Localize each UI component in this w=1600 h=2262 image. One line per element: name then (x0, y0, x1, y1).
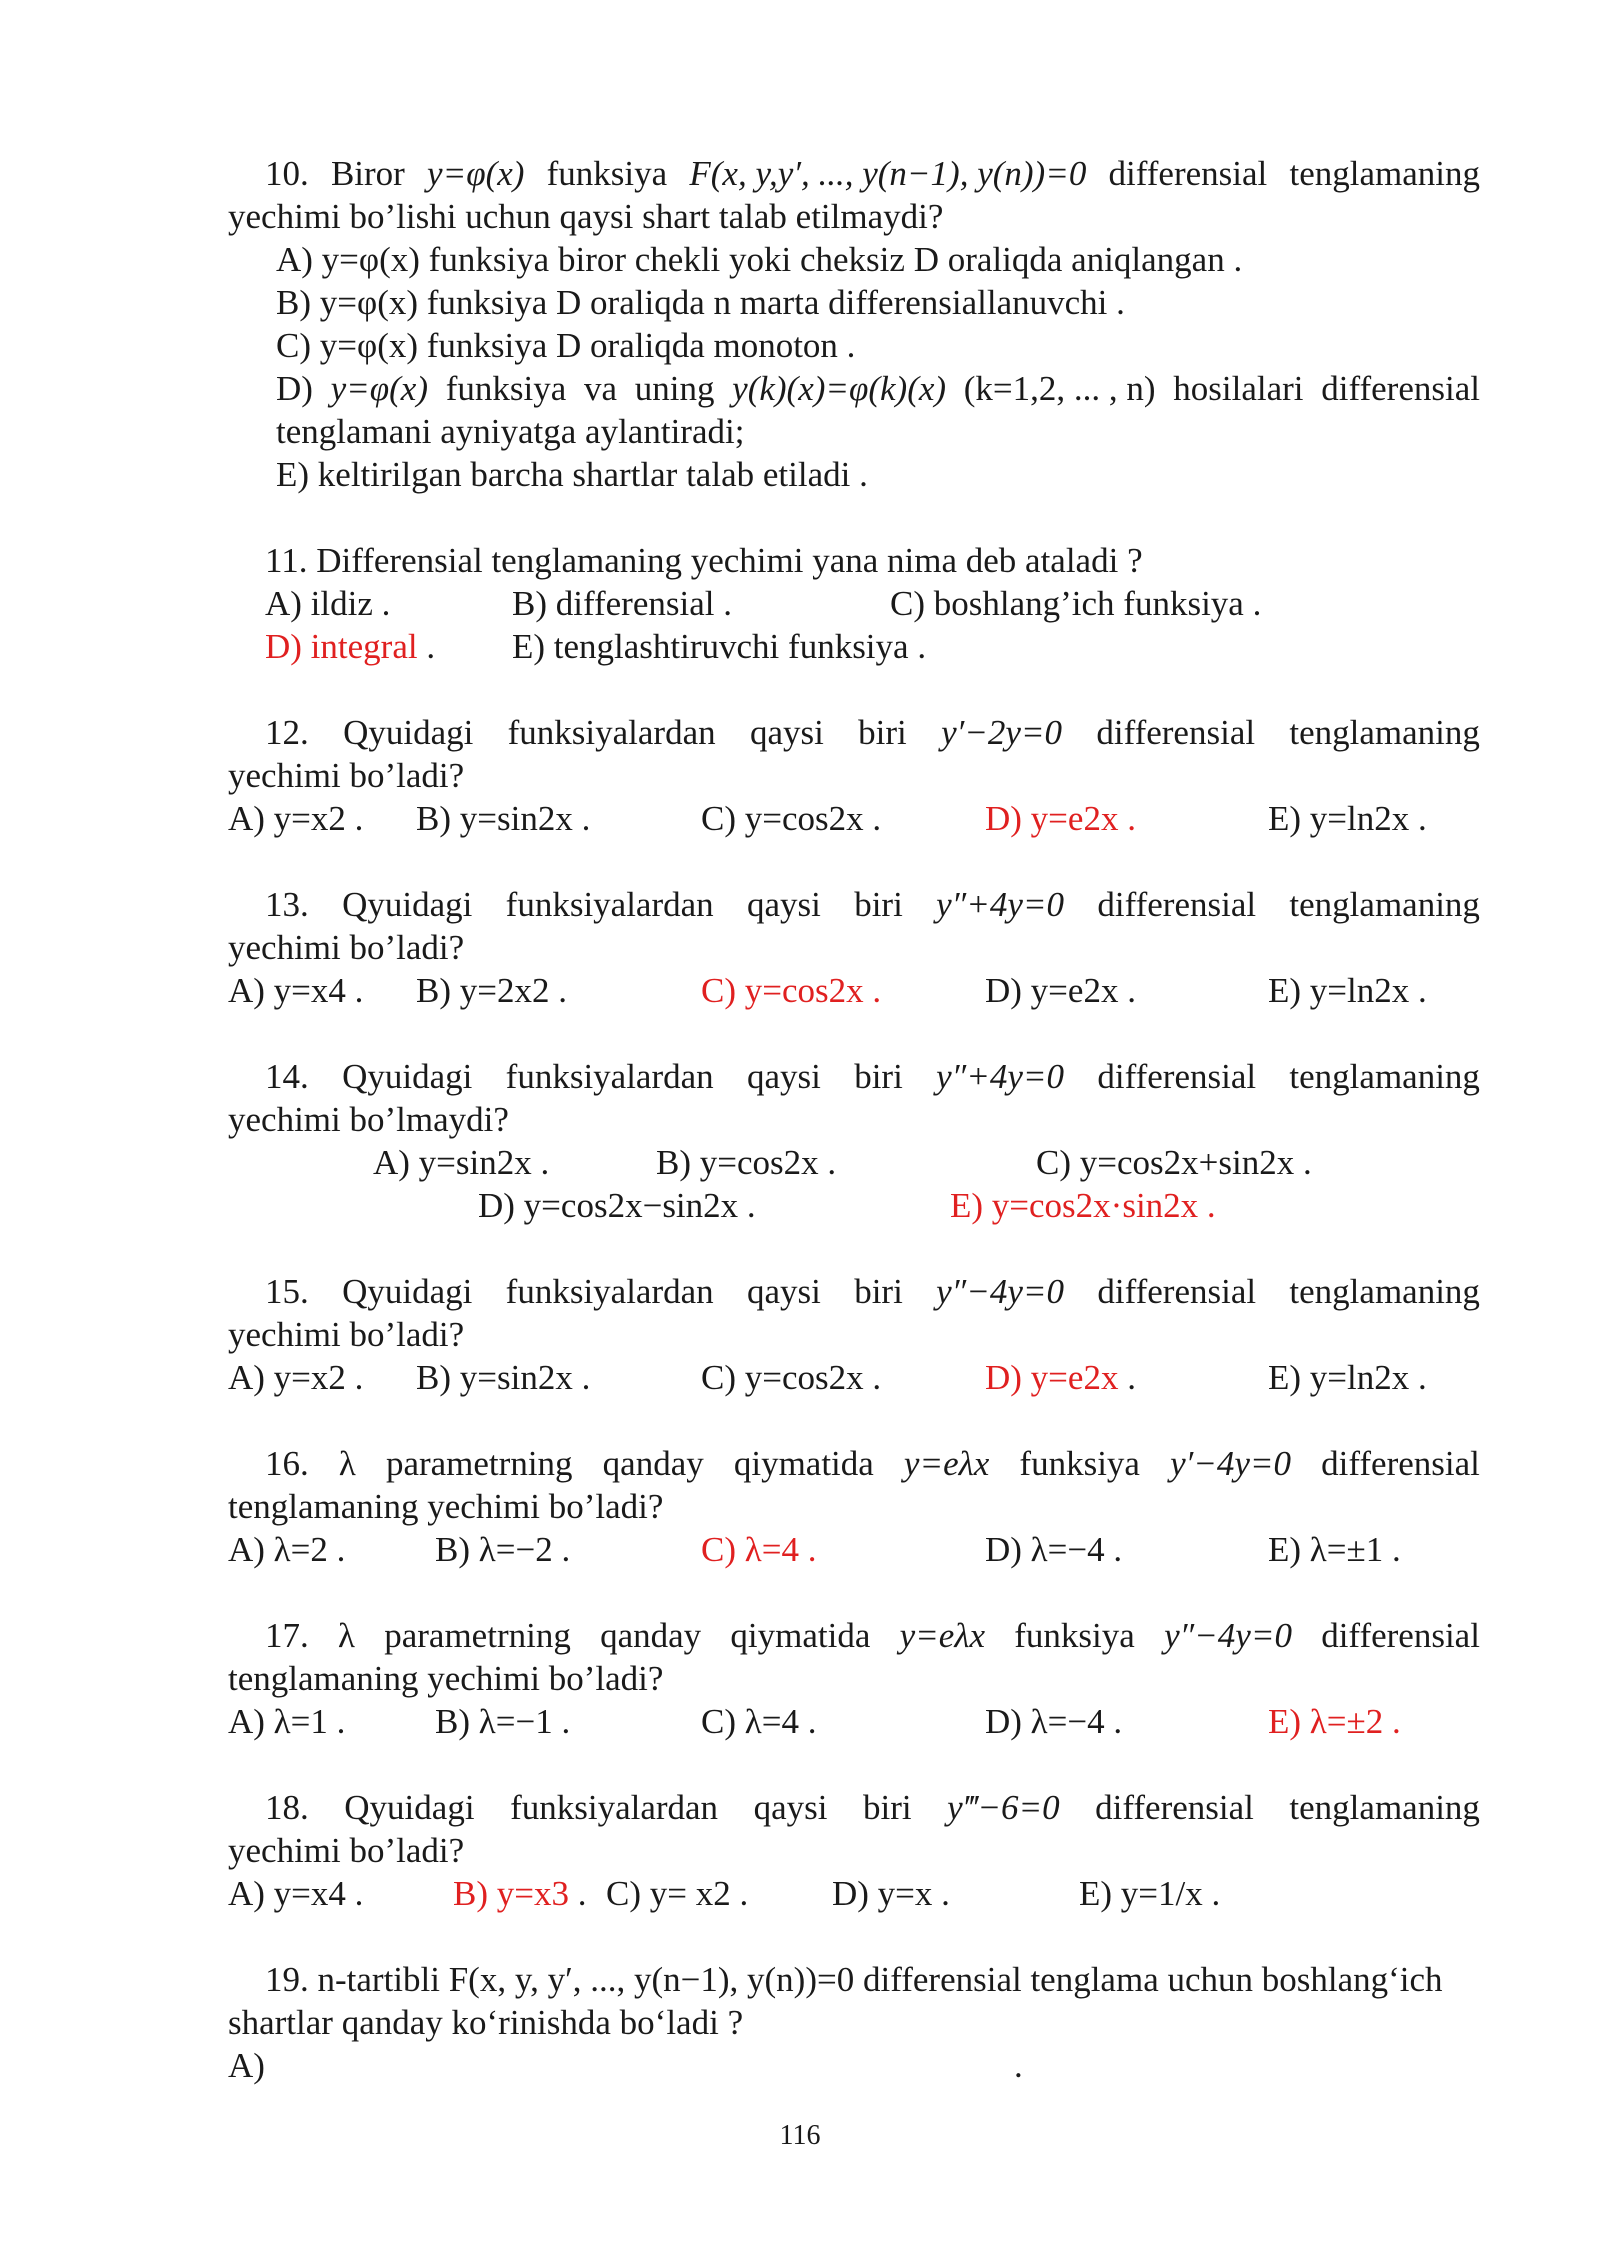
q14-option-e: E) y=cos2x·sin2x . (950, 1186, 1216, 1225)
q18-option-a: A) y=x4 . (228, 1874, 364, 1913)
q14-option-a: A) y=sin2x . (373, 1143, 550, 1182)
q17-option-d: D) λ=−4 . (985, 1702, 1123, 1741)
q16-option-b: B) λ=−2 . (435, 1530, 571, 1569)
q13-line2: yechimi bo’ladi? (228, 928, 465, 967)
q15-line1: 15. Qyuidagi funksiyalardan qaysi biri y″−4y=0 differensial tenglamaning (265, 1272, 1480, 1311)
q16-option-e: E) λ=±1 . (1268, 1530, 1401, 1569)
q19-line1: 19. n-tartibli F(x, y, y′, ..., y(n−1), y(n))=0 differensial tenglama uchun boshlang‘ich (265, 1960, 1443, 1999)
q16-option-d: D) λ=−4 . (985, 1530, 1123, 1569)
q11-option-e: E) tenglashtiruvchi funksiya . (512, 627, 927, 666)
q15-option-c: C) y=cos2x . (701, 1358, 882, 1397)
q19-line2: shartlar qanday ko‘rinishda bo‘ladi ? (228, 2003, 744, 2042)
q10-option-b: B) y=φ(x) funksiya D oraliqda n marta differensiallanuvchi . (276, 283, 1125, 322)
q18-correct-answer: B) y=x3 (453, 1874, 569, 1913)
q17-option-a: A) λ=1 . (228, 1702, 346, 1741)
q12-option-e: E) y=ln2x . (1268, 799, 1427, 838)
q10-option-e: E) keltirilgan barcha shartlar talab etiladi . (276, 455, 868, 494)
q11-stem: 11. Differensial tenglamaning yechimi yana nima deb ataladi ? (265, 541, 1143, 580)
q12-option-b: B) y=sin2x . (416, 799, 591, 838)
q10-option-a: A) y=φ(x) funksiya biror chekli yoki cheksiz D oraliqda aniqlangan . (276, 240, 1243, 279)
q13-option-d: D) y=e2x . (985, 971, 1136, 1010)
q19-option-a-dot: . (1014, 2046, 1023, 2085)
q15-correct-answer: D) y=e2x (985, 1358, 1119, 1397)
q15-option-e: E) y=ln2x . (1268, 1358, 1427, 1397)
q17-line2: tenglamaning yechimi bo’ladi? (228, 1659, 664, 1698)
q12-line1: 12. Qyuidagi funksiyalardan qaysi biri y′−2y=0 differensial tenglamaning (265, 713, 1480, 752)
q18-line2: yechimi bo’ladi? (228, 1831, 465, 1870)
q13-option-e: E) y=ln2x . (1268, 971, 1427, 1010)
q10-option-d-line2: tenglamani ayniyatga aylantiradi; (276, 412, 745, 451)
q18-option-e: E) y=1/x . (1079, 1874, 1221, 1913)
q13-option-a: A) y=x4 . (228, 971, 364, 1010)
q14-option-c: C) y=cos2x+sin2x . (1036, 1143, 1312, 1182)
q14-line1: 14. Qyuidagi funksiyalardan qaysi biri y″+4y=0 differensial tenglamaning (265, 1057, 1480, 1096)
q17-option-c: C) λ=4 . (701, 1702, 817, 1741)
q14-option-d: D) y=cos2x−sin2x . (478, 1186, 756, 1225)
q10-line1: 10. Biror y=φ(x) funksiya F(x, y,y′, ..., y(n−1), y(n))=0 differensial tenglamaning (265, 154, 1480, 193)
q15-option-a: A) y=x2 . (228, 1358, 364, 1397)
q10-line2: yechimi bo’lishi uchun qaysi shart talab etilmaydi? (228, 197, 944, 236)
q12-line2: yechimi bo’ladi? (228, 756, 465, 795)
q11-option-d: D) integral . (265, 627, 436, 666)
q18-option-c: C) y= x2 . (606, 1874, 749, 1913)
page-number: 116 (779, 2120, 821, 2151)
q11-option-a: A) ildiz . (265, 584, 391, 623)
q14-line2: yechimi bo’lmaydi? (228, 1100, 509, 1139)
q17-line1: 17. λ parametrning qanday qiymatida y=eλx funksiya y″−4y=0 differensial (265, 1616, 1480, 1655)
q18-option-d: D) y=x . (832, 1874, 950, 1913)
q12-option-d: D) y=e2x . (985, 799, 1136, 838)
q18-line1: 18. Qyuidagi funksiyalardan qaysi biri y‴−6=0 differensial tenglamaning (265, 1788, 1480, 1827)
q13-option-c: C) y=cos2x . (701, 971, 882, 1010)
q17-option-e: E) λ=±2 . (1268, 1702, 1401, 1741)
q15-line2: yechimi bo’ladi? (228, 1315, 465, 1354)
q16-line1: 16. λ parametrning qanday qiymatida y=eλx funksiya y′−4y=0 differensial (265, 1444, 1480, 1483)
q10-option-c: C) y=φ(x) funksiya D oraliqda monoton . (276, 326, 856, 365)
q12-option-a: A) y=x2 . (228, 799, 364, 838)
q10-option-d-line1: D) y=φ(x) funksiya va uning y(k)(x)=φ(k)(x) (k=1,2, ... , n) hosilalari differensial (276, 369, 1480, 408)
q13-option-b: B) y=2x2 . (416, 971, 567, 1010)
q12-option-c: C) y=cos2x . (701, 799, 882, 838)
q11-option-b: B) differensial . (512, 584, 732, 623)
q15-option-b: B) y=sin2x . (416, 1358, 591, 1397)
q17-option-b: B) λ=−1 . (435, 1702, 571, 1741)
q16-option-a: A) λ=2 . (228, 1530, 346, 1569)
q16-line2: tenglamaning yechimi bo’ladi? (228, 1487, 664, 1526)
q11-correct-answer: D) integral (265, 627, 418, 666)
q11-option-c: C) boshlang’ich funksiya . (890, 584, 1262, 623)
q19-option-a: A) (228, 2046, 265, 2085)
q14-option-b: B) y=cos2x . (656, 1143, 837, 1182)
q13-line1: 13. Qyuidagi funksiyalardan qaysi biri y″+4y=0 differensial tenglamaning (265, 885, 1480, 924)
q16-option-c: C) λ=4 . (701, 1530, 817, 1569)
q18-option-b: B) y=x3 . (453, 1874, 587, 1913)
q15-option-d: D) y=e2x . (985, 1358, 1136, 1397)
